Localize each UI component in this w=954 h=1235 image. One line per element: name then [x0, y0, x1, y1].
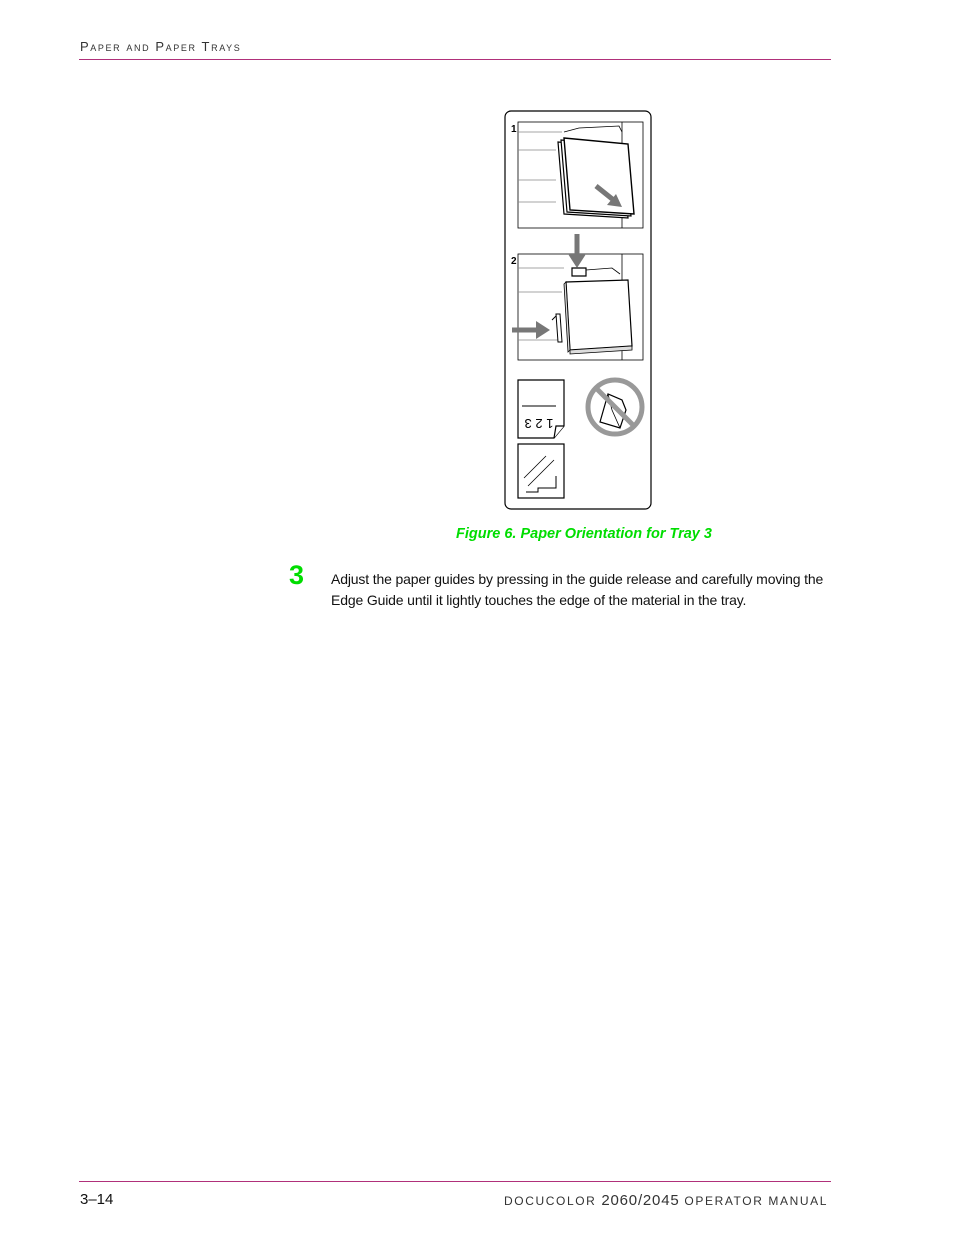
footer-rule: [79, 1181, 831, 1182]
running-header: [80, 39, 241, 54]
face-down-sheet-illustration: [518, 380, 564, 438]
step-number: 3: [289, 560, 305, 590]
running-header-title: Paper and Paper Trays: [80, 39, 242, 54]
manual-model: 2060/2045: [601, 1192, 680, 1209]
paper-orientation-figure: [504, 110, 652, 510]
figure-illustration: [504, 110, 652, 510]
panel-2-number: 2: [511, 256, 517, 267]
no-curled-paper-icon: [588, 380, 642, 434]
figure-caption: Figure 6. Paper Orientation for Tray 3: [456, 526, 712, 542]
page-number: 3–14: [80, 1191, 114, 1208]
header-rule: [79, 59, 831, 60]
manual-title: [504, 1192, 828, 1209]
tray-load-illustration: [518, 122, 643, 228]
panel-1-number: 1: [511, 124, 517, 135]
manual-name: OPERATOR MANUAL: [684, 1194, 828, 1208]
step-instruction: Adjust the paper guides by pressing in the guide release and carefully moving the Edge Guide until it lightly touches the edge of the material in the tray.: [331, 571, 824, 608]
manual-brand: DOCUCOLOR: [504, 1194, 597, 1208]
sample-page-text: 1 2 3: [524, 416, 554, 431]
transparency-sheet-illustration: [518, 444, 564, 498]
